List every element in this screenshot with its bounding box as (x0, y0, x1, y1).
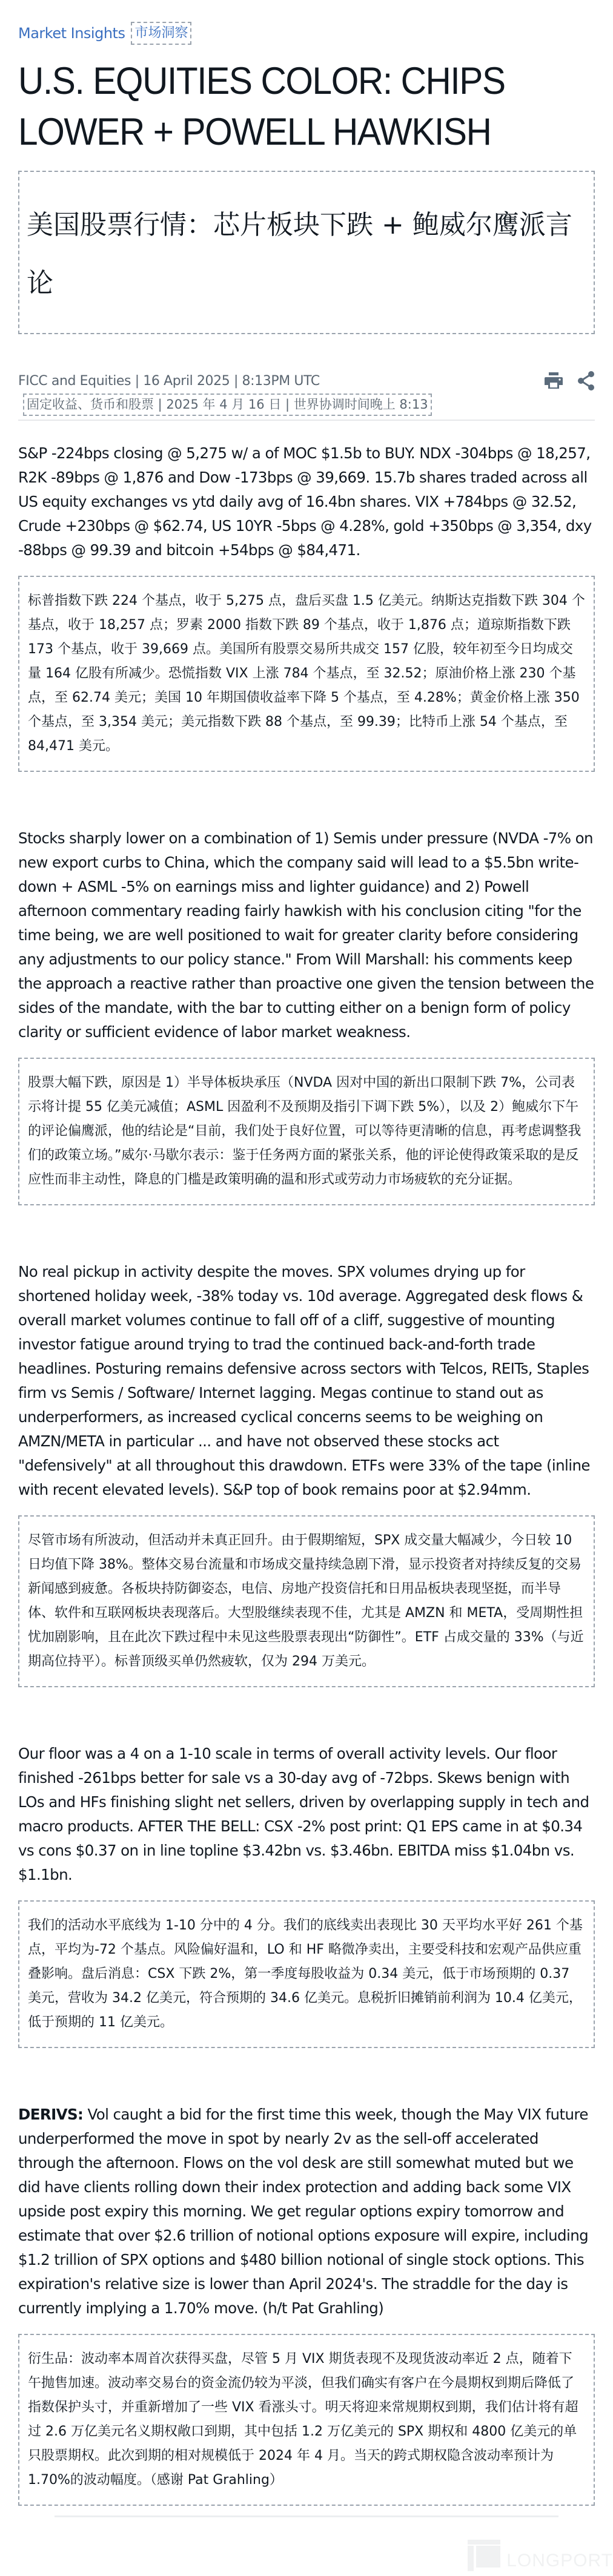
section-market-summary (18, 441, 595, 772)
paragraph-translation: 我们的活动水平底线为 1-10 分中的 4 分。我们的底线卖出表现比 30 天平均水平好 261 个基点，平均为-72 个基点。风险偏好温和，LO 和 HF 略微净卖出，主要受科技和宏观产品供应重叠影响。盘后消息：CSX 下跌 2%，第一季度每股收益为 0.34 美元，低于市场预期的 0.37 美元，营收为 34.2 亿美元，符合预期的 34.6 亿美元。息税折旧摊销前利润为 10.4 亿美元，低于预期的 11 亿美元。 (18, 1900, 595, 2048)
watermark-logo-icon (468, 2540, 500, 2571)
paragraph-en: S&P -224bps closing @ 5,275 w/ a of MOC $1.5b to BUY. NDX -304bps @ 18,257, R2K -89bps @ 1,876 and Dow -173bps @ 39,669. 15.7b shares traded across all US equity exchanges vs ytd daily avg of 16.4bn shares. VIX +784bps @ 32.52, Crude +230bps @ $62.74, US 10YR -5bps @ 4.28%, gold +350bps @ 3,354, dxy -88bps @ 99.39 and bitcoin +54bps @ $84,471. (18, 444, 592, 559)
paragraph-en (18, 2103, 595, 2321)
article-title: U.S. EQUITIES COLOR: CHIPS LOWER + POWELL HAWKISH (18, 60, 505, 153)
print-icon[interactable] (544, 371, 563, 390)
section-derivs (18, 2103, 595, 2506)
watermark (468, 2540, 613, 2571)
header-divider (18, 420, 595, 421)
article-meta-translation: 固定收益、货币和股票 | 2025 年 4 月 16 日 | 世界协调时间晚上 8:13 (23, 394, 432, 416)
article-meta-row (18, 371, 595, 391)
paragraph-translation: 衍生品：波动率本周首次获得买盘，尽管 5 月 VIX 期货表现不及现货波动率近 2 点，随着下午抛售加速。波动率交易台的资金流仍较为平淡，但我们确实有客户在今晨期权到期后降低了指数保护头寸，并重新增加了一些 VIX 看涨头寸。明天将迎来常规期权到期，我们估计将有超过 2.6 万亿美元名义期权敞口到期，其中包括 1.2 万亿美元的 SPX 期权和 4800 亿美元的单只股票期权。此次到期的相对规模低于 2024 年 4 月。当天的跨式期权隐含波动率预计为 1.70%的波动幅度。（感谢 Pat Grahling） (18, 2334, 595, 2506)
watermark-text: LONGPORT (506, 2551, 613, 2571)
footer-divider (55, 2515, 558, 2517)
article-title-translation: 美国股票行情：芯片板块下跌 + 鲍威尔鹰派言论 (18, 171, 595, 334)
paragraph-translation: 标普指数下跌 224 个基点，收于 5,275 点，盘后买盘 1.5 亿美元。纳斯达克指数下跌 304 个基点，收于 18,257 点；罗素 2000 指数下跌 89 个基点，收于 1,876 点；道琼斯指数下跌 173 个基点，收于 39,669 点。美国所有股票交易所共成交 157 亿股，较年初至今日均成交量 164 亿股有所减少。恐慌指数 VIX 上涨 784 个基点，至 32.52；原油价格上涨 230 个基点，至 62.74 美元；美国 10 年期国债收益率下降 5 个基点，至 4.28%；黄金价格上涨 350 个基点，至 3,354 美元；美元指数下跌 88 个基点，至 99.39；比特币上涨 54 个基点，至 84,471 美元。 (18, 576, 595, 772)
section-kicker-translation: 市场洞察 (131, 22, 191, 45)
section-floor (18, 1742, 595, 2048)
paragraph-translation: 尽管市场有所波动，但活动并未真正回升。由于假期缩短，SPX 成交量大幅减少，今日较 10 日均值下降 38%。整体交易台流量和市场成交量持续急剧下滑，显示投资者对持续反复的交易新闻感到疲惫。各板块持防御姿态，电信、房地产投资信托和日用品板块表现坚挺，而半导体、软件和互联网板块表现落后。大型股继续表现不佳，尤其是 AMZN 和 META，受周期性担忧加剧影响，且在此次下跌过程中未见这些股票表现出“防御性”。ETF 占成交量的 33%（与近期高位持平）。标普顶级买单仍然疲软，仅为 294 万美元。 (18, 1515, 595, 1687)
paragraph-en: Stocks sharply lower on a combination of 1) Semis under pressure (NVDA -7% on new export curbs to China, which the company said will lead to a $5.5bn write-down + ASML -5% on earnings miss and lighter guidance) and 2) Powell afternoon commentary reading fairly hawkish with his conclusion citing "for the time being, we are well positioned to wait for greater clarity before considering any adjustments to our policy stance." From Will Marshall: his comments keep the approach a reactive rather than proactive one given the tension between the sides of the mandate, with the bar to cutting either on a benign form of policy clarity or sufficient evidence of labor market weakness. (18, 829, 594, 1041)
paragraph-en: Our floor was a 4 on a 1-10 scale in terms of overall activity levels. Our floor finished -261bps better for sale vs a 30-day avg of -72bps. Skews benign with LOs and HFs finishing slight net sellers, driven by overlapping supply in tech and macro products. AFTER THE BELL: CSX -2% post print: Q1 EPS came in at $0.34 vs cons $0.37 on in line topline $3.42bn vs. $3.46bn. EBITDA miss $1.04bn vs. $1.1bn. (18, 1745, 589, 1884)
section-kicker[interactable]: Market Insights (18, 25, 125, 42)
paragraph-translation: 股票大幅下跌，原因是 1）半导体板块承压（NVDA 因对中国的新出口限制下跌 7%，公司表示将计提 55 亿美元减值；ASML 因盈利不及预期及指引下调下跌 5%），以及 2）鲍威尔下午的评论偏鹰派，他的结论是“目前，我们处于良好位置，可以等待更清晰的信息，再考虑调整我们的政策立场。”威尔·马歇尔表示：鉴于任务两方面的紧张关系，他的评论使得政策采取的是反应性而非主动性，降息的门槛是政策明确的温和形式或劳动力市场疲软的充分证据。 (18, 1058, 595, 1205)
kicker-row (18, 18, 595, 48)
article-actions (544, 371, 595, 391)
section-activity (18, 1260, 595, 1687)
paragraph-en: No real pickup in activity despite the moves. SPX volumes drying up for shortened holiday week, -38% today vs. 10d average. Aggregated desk flows & overall market volumes continue to fall off of a cliff, suggestive of mounting investor fatigue around trying to trad the continued back-and-forth trade headlines. Posturing remains defensive across sectors with Telcos, REITs, Staples firm vs Semis / Software/ Internet lagging. Megas continue to stand out as underperformers, as increased cyclical concerns seems to be weighing on AMZN/META in particular ... and have not observed these stocks act "defensively" at all throughout this drawdown. ETFs were 33% of the tape (inline with recent elevated levels). S&P top of book remains poor at $2.94mm. (18, 1263, 590, 1499)
derivs-label: DERIVS: (18, 2106, 84, 2124)
article-meta: FICC and Equities | 16 April 2025 | 8:13PM UTC (18, 373, 320, 389)
share-icon[interactable] (577, 371, 595, 391)
derivs-text: Vol caught a bid for the first time this week, though the May VIX future underperformed the move in spot by nearly 2v as the sell-off accelerated through the afternoon. Flows on the vol desk are still somewhat muted but we did have clients rolling down their index protection and adding back some VIX upside post expiry this morning. We get regular options expiry tomorrow and estimate that over $2.6 trillion of notional options exposure will expire, including $1.2 trillion of SPX options and $480 billion notional of single stock options. This expiration's relative size is lower than April 2024's. The straddle for the day is currently implying a 1.70% move. (h/t Pat Grahling) (18, 2106, 589, 2317)
section-drivers (18, 826, 595, 1205)
